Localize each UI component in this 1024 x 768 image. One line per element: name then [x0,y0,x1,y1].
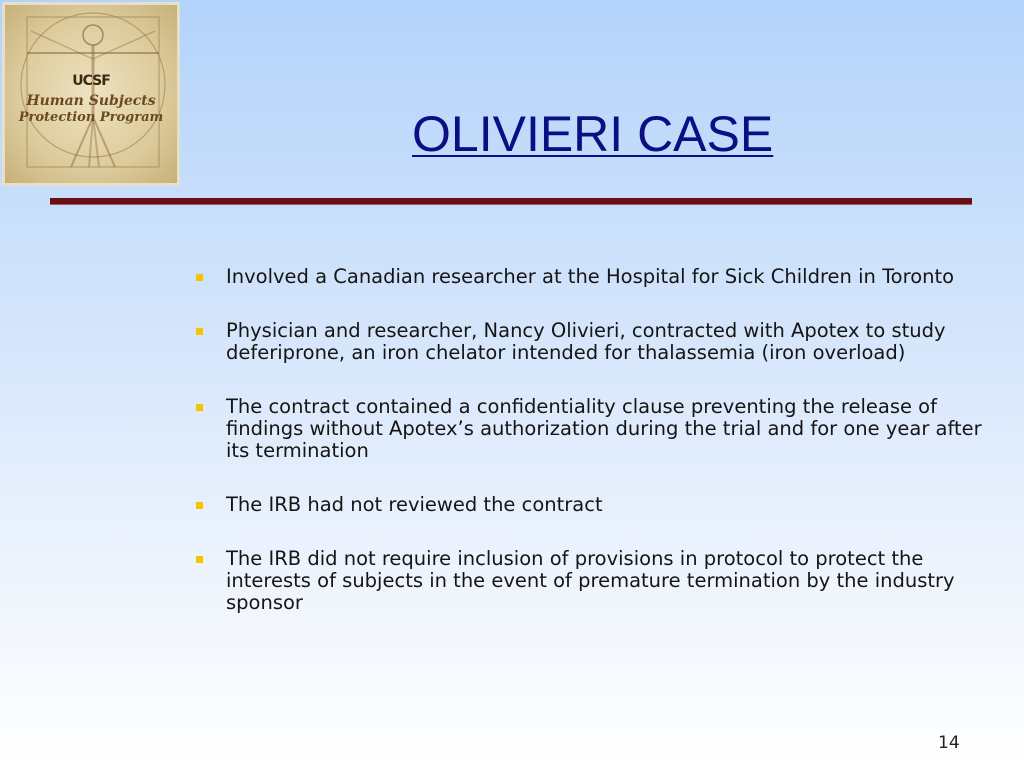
bullet-text: The IRB had not reviewed the contract [226,493,603,516]
bullet-item [196,494,996,516]
bullet-square-icon [196,502,203,509]
bullet-square-icon [196,274,203,281]
logo-line1: Human Subjects [26,93,156,109]
bullet-square-icon [196,556,203,563]
slide-title: OLIVIERI CASE [412,106,774,162]
ucsf-hspp-logo [2,2,180,186]
bullet-square-icon [196,404,203,411]
bullet-text: Involved a Canadian researcher at the Hospital for Sick Children in Toronto [226,265,955,288]
bullet-text: Physician and researcher, Nancy Olivieri, contracted with Apotex to study deferiprone, an iron chelator intended for thalassemia (iron overload) [226,319,946,364]
logo-line2: Protection Program [18,110,164,125]
page-number: 14 [938,733,960,753]
bullet-item [196,548,996,614]
bullet-text: The contract contained a confidentiality clause preventing the release of findings without Apotex’s authorization during the trial and for one year after its termination [226,395,982,462]
bullet-item [196,266,996,288]
bullet-item [196,320,996,364]
bullet-text: The IRB did not require inclusion of provisions in protocol to protect the interests of subjects in the event of premature termination by the industry sponsor [226,547,955,614]
title-divider [50,198,972,205]
bullet-item [196,396,996,462]
logo-org: UCSF [72,73,110,89]
bullet-list [196,266,996,646]
bullet-square-icon [196,328,203,335]
